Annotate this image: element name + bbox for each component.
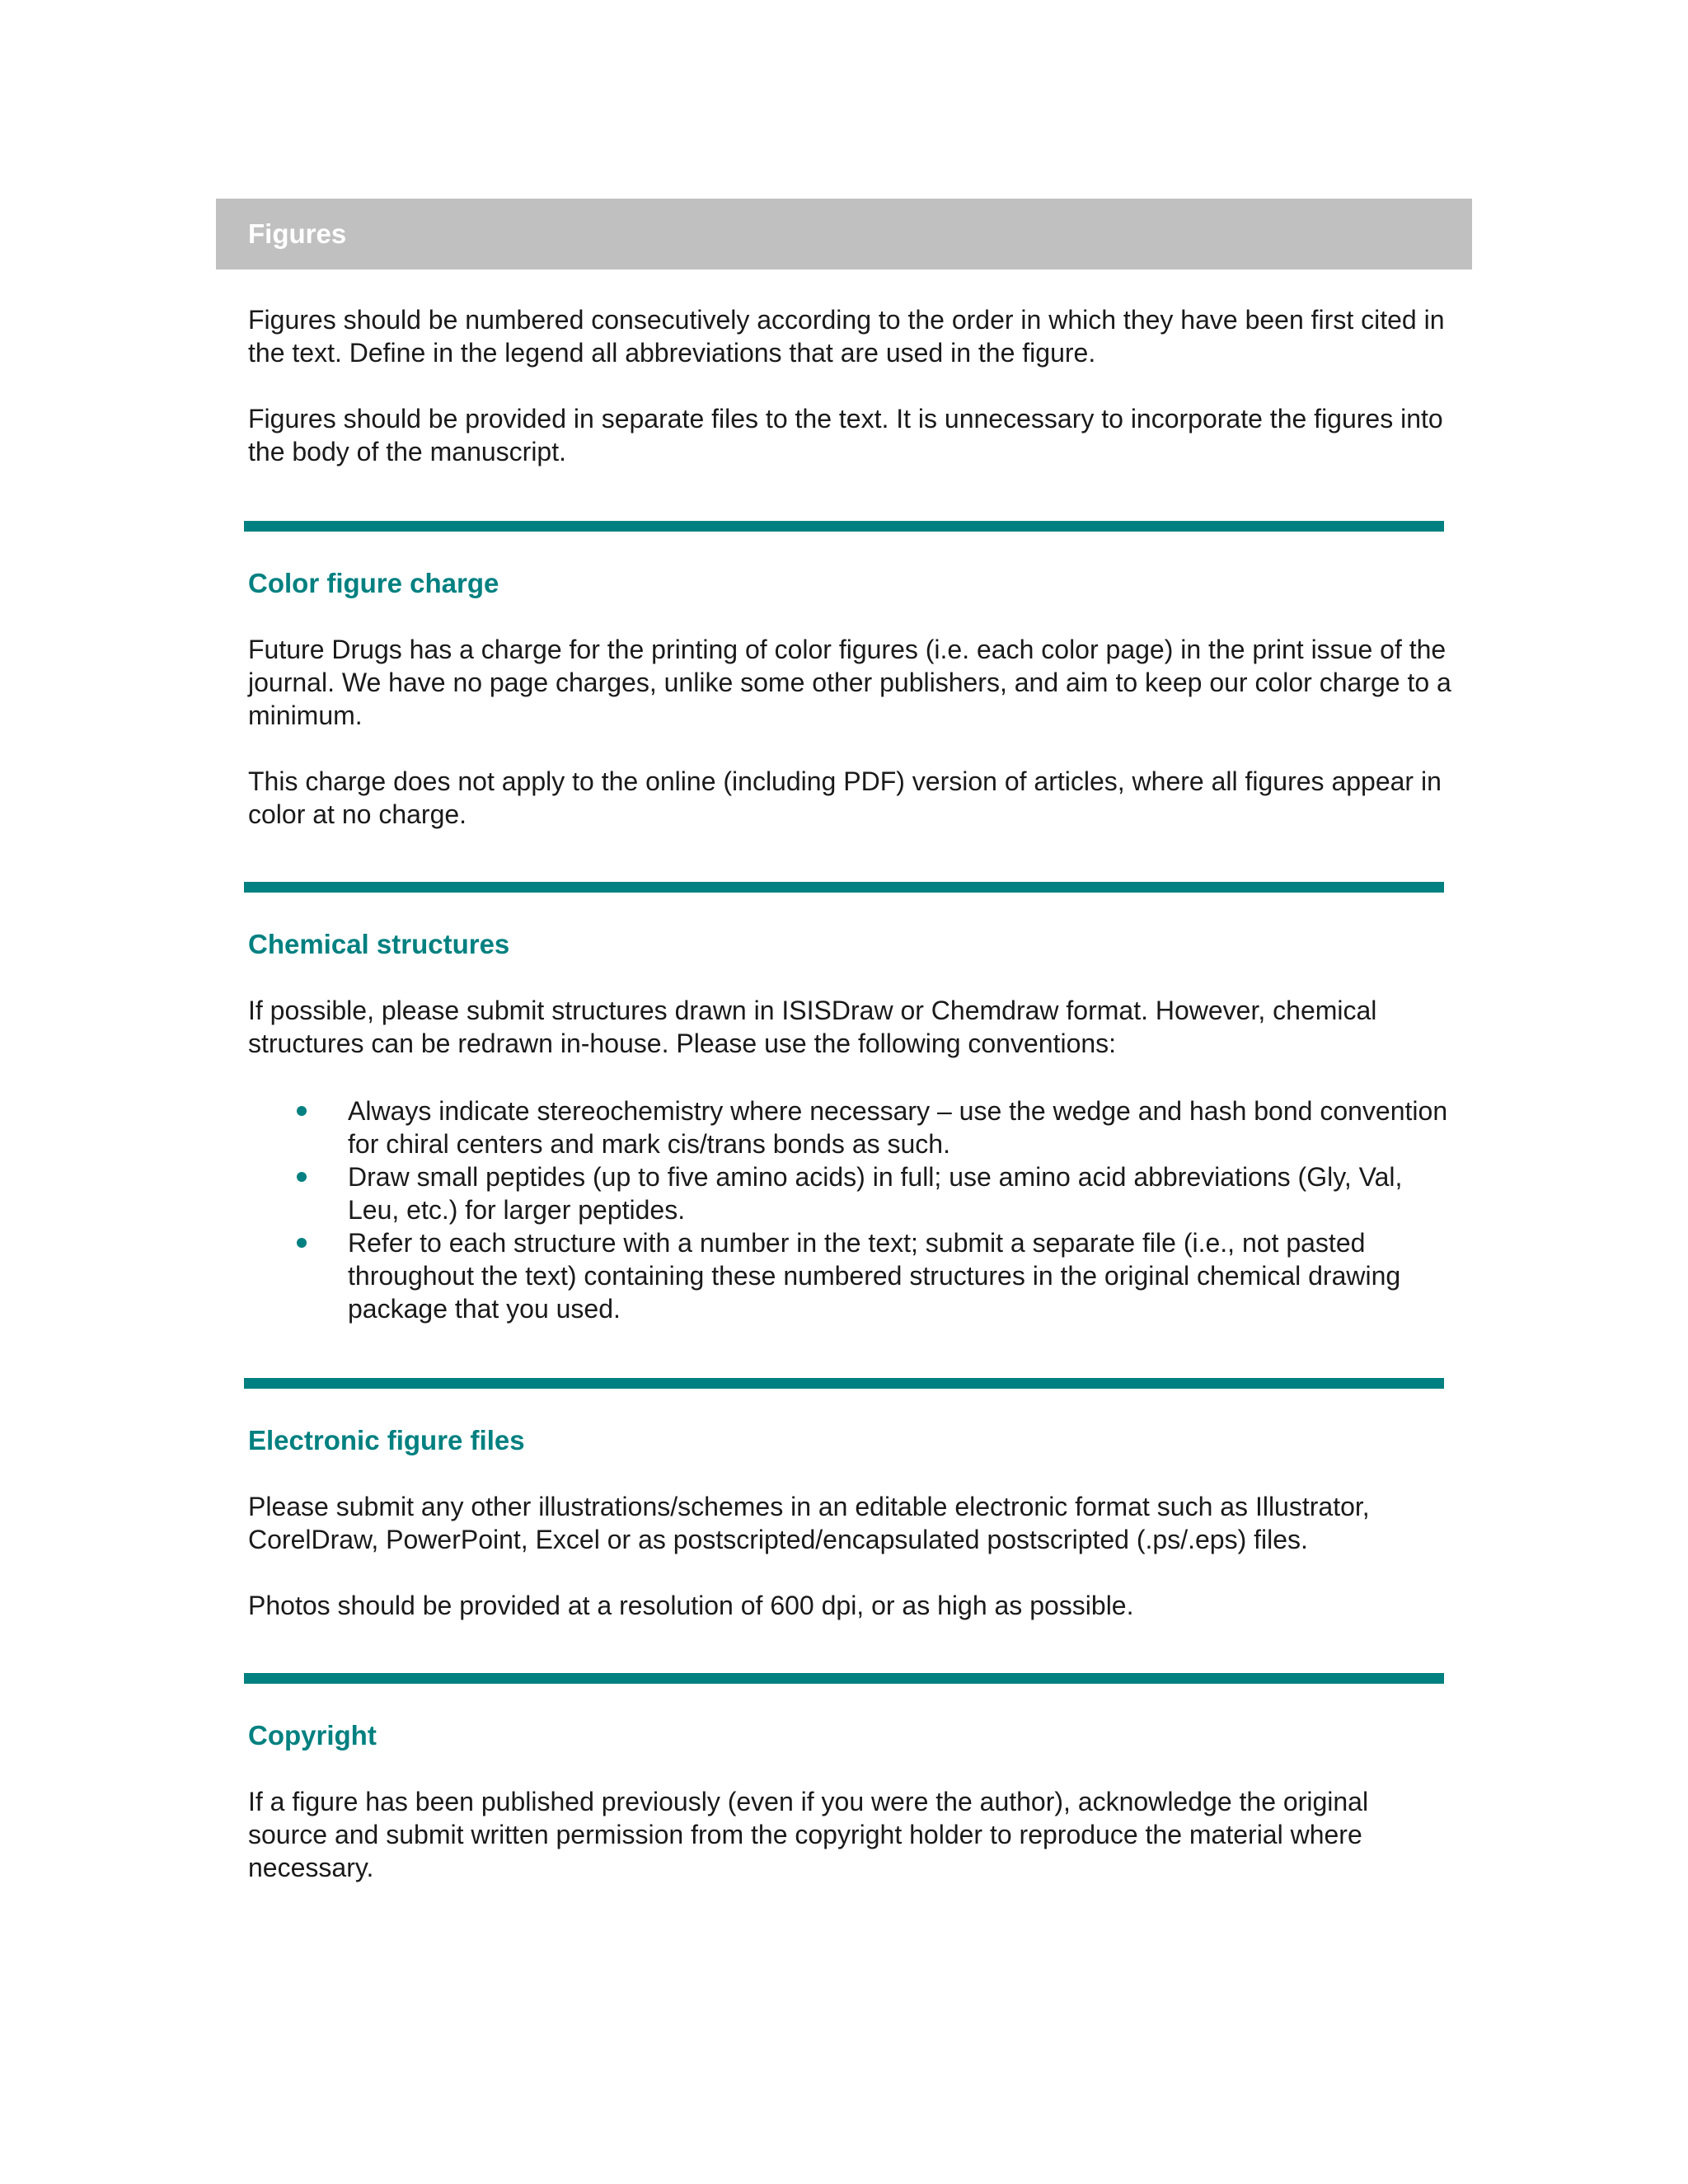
color-charge-paragraph-1: Future Drugs has a charge for the printing of color figures (i.e. each color page) in the print issue of the journal. We have no page charges, unlike some other publishers, and aim to keep our color charge to a minimum. — [248, 635, 1451, 730]
section-divider — [244, 521, 1444, 532]
electronic-figure-files-heading: Electronic figure files — [248, 1425, 525, 1455]
list-item-text: Always indicate stereochemistry where necessary – use the wedge and hash bond convention for chiral centers and mark cis/trans bonds as such. — [348, 1096, 1448, 1159]
chemical-structures-heading: Chemical structures — [248, 929, 510, 959]
list-item-text: Draw small peptides (up to five amino acids) in full; use amino acid abbreviations (Gly, Val, Leu, etc.) for larger peptides. — [348, 1162, 1403, 1225]
figures-paragraph-2: Figures should be provided in separate files to the text. It is unnecessary to incorporate the figures into the body of the manuscript. — [248, 404, 1443, 466]
section-divider — [244, 1673, 1444, 1684]
copyright-paragraph: If a figure has been published previously (even if you were the author), acknowledge the original source and submit written permission from the copyright holder to reproduce the material where necessary. — [248, 1787, 1369, 1882]
section-divider — [244, 1378, 1444, 1389]
bullet-icon — [297, 1238, 307, 1248]
color-figure-charge-heading: Color figure charge — [248, 568, 499, 598]
electronic-paragraph-1: Please submit any other illustrations/schemes in an editable electronic format such as Illustrator, CorelDraw, PowerPoint, Excel or as postscripted/encapsulated postscripted (.ps/.eps) files. — [248, 1492, 1370, 1554]
color-charge-paragraph-2: This charge does not apply to the online (including PDF) version of articles, where all figures appear in color at no charge. — [248, 766, 1442, 829]
electronic-paragraph-2: Photos should be provided at a resolution of 600 dpi, or as high as possible. — [248, 1591, 1134, 1620]
list-item — [297, 1160, 1451, 1226]
figures-paragraph-1: Figures should be numbered consecutively according to the order in which they have been first cited in the text. Define in the legend all abbreviations that are used in the figure. — [248, 305, 1445, 368]
chemical-intro-paragraph: If possible, please submit structures drawn in ISISDraw or Chemdraw format. However, chemical structures can be redrawn in-house. Please use the following conventions: — [248, 996, 1377, 1058]
chemical-conventions-list — [297, 1094, 1451, 1325]
section-divider — [244, 882, 1444, 893]
bullet-icon — [297, 1172, 307, 1182]
list-item — [297, 1226, 1451, 1325]
figures-header-bar — [216, 199, 1472, 269]
bullet-icon — [297, 1106, 307, 1116]
list-item-text: Refer to each structure with a number in the text; submit a separate file (i.e., not pasted throughout the text) containing these numbered structures in the original chemical drawing package that you used. — [348, 1228, 1401, 1324]
list-item — [297, 1094, 1451, 1160]
figures-heading: Figures — [248, 218, 347, 249]
copyright-heading: Copyright — [248, 1720, 377, 1750]
